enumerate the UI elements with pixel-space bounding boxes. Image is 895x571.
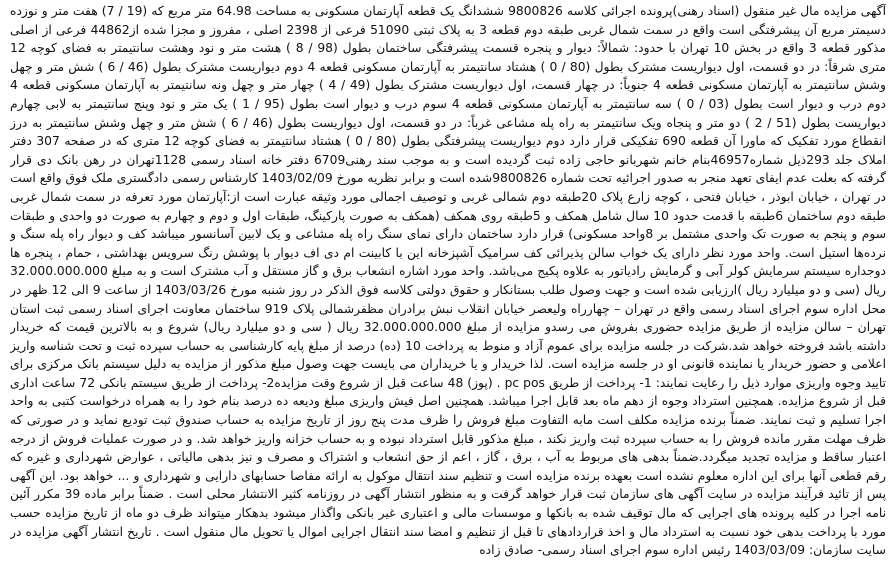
auction-notice-text: آگهی مزایده مال غیر منقول (اسناد رهنی)پرونده اجرائی کلاسه 9800826 ششدانگ یک قطعه آپارتمان مسکونی به مساحت 64.98 متر مربع که (19 / 7) هفت متر و نوزده دسیمتر مربع آن پیشرفتگی است واقع در سمت شمال غربی طبقه دوم قطعه 3 به پلاک ثبتی 51090 فرعی از 2398 اصلی ، مفروز و مجزا شده از44862 فرعی از اصلی مذکور قطعه 3 واقع در بخش 10 تهران با حدود: شمالاً: دیوار و پنجره قسمت پیشرفتگی ساختمان بطول (98 / 8 ) هشت متر و نود وهشت سانتیمتر به فضای کوچه 12 متری شرقاً: در دو قسمت، اول دیواریست مشترک بطول (80 / 0 ) هشتاد سانتیمتر به آپارتمان مسکونی قطعه 4 دوم دیواریست مشترک بطول (46 / 6 ) شش متر و چهل وشش سانتیمتر به آپارتمان مسکونی قطعه 4 جنوباً: در چهار قسمت، اول دیواریست مشترک بطول (49 / 4 ) چهار متر و چهل ونه سانتیمتر به آپارتمان مسکونی قطعه 4 دوم درب و دیوار است بطول (03 / 0 ) سه سانتیمتر به آپارتمان مسکونی قطعه 4 سوم درب و دیوار است بطول (95 / 1 ) یک متر و نود وپنج سانتیمتر به لابی چهارم دیواریست بطول (51 / 2 ) دو متر و پنجاه ویک سانتیمتر به راه پله مشاعی غرباً: در دو قسمت، اول دیواریست بطول (46 / 6 ) شش متر و چهل وشش سانتیمتر به درز انقطاع مورد تفکیک که ماورا آن قطعه 690 تفکیکی قرار دارد دوم دیواریست پیشرفتگی بطول (80 / 0 ) هشتاد سانتیمتر به فضای کوچه 12 متری که در صفحه 307 دفتر املاک جلد 293ذیل شماره46957بنام خانم شهربانو حاجی زاده ثبت گردیده است و به موجب سند رهنی6709 دفتر خانه اسناد رسمی 1128تهران در رهن بانک دی قرار گرفته که بعلت عدم ایفای تعهد منجر به صدور اجرائیه تحت شماره 9800826شده است و برابر نظریه مورخ 1403/02/09 کارشناس رسمی دادگستری ملک فوق واقع است در تهران ، خیابان ابوذر ، خیابان فتحی ، کوچه زارع پلاک 20طبقه دوم شمالی غربی و توصیف اجمالی مورد وثیقه عبارت است از:آپارتمان مورد تعرفه در سمت شمال غربی طبقه دوم ساختمان 6طبقه با قدمت حدود 10 سال شامل همکف و 5طبقه روی همکف (همکف به صورت پارکینگ، طبقات اول و دوم و چهارم به صورت دو واحدی و طبقات سوم و پنجم به صورت تک واحدی مشتمل بر 8واحد مسکونی) قرار دارد ساختمان دارای نمای سنگ راه پله مشاعی و یک لابین آسانسور میباشد کف و دیوار راه پله سنگ و نرده‌ها استیل است. واحد مورد نظر دارای یک خواب سالن پذیرائی کف سرامیک آشپزخانه این با کابینت ام دی اف دیوار با پوشش رنگ سرویس بهداشتی ، حمام ، پنجره ها دوجداره سیستم سرمایش کولر آبی و گرمایش رادیاتور به علاوه پکیج می‌باشد. واحد مورد اشاره انشعاب برق و گاز مستقل و آب مشترک است و به مبلغ 32.000.000.000 ریال (سی و دو میلیارد ریال )ارزیابی شده است و جهت وصول طلب بستانکار و حقوق دولتی کلاسه فوق الذکر در روز شنبه مورخ 1403/03/26 از ساعت 9 الی 12 ظهر در محل اداره سوم اجرای اسناد رسمی واقع در تهران – چهارراه ولیعصر خیابان انقلاب نبش برادران مظفرشمالی پلاک 919 ساختمان معاونت اجرای اسناد رسمی ثبت استان تهران – سالن مزایده از طریق مزایده حضوری بفروش می رسدو مزایده از مبلغ 32.000.000.000 ریال ( سی و دو میلیارد ریال) شروع و به بالاترین قیمت که خریدار داشته باشد فروخته خواهد شد.شرکت در جلسه مزایده برای عموم آزاد و منوط به پرداخت 10 (ده) درصد از مبلغ پایه کارشناسی به حساب سپرده ثبت و تحت شناسه واریز اعلامی و حضور خریدار یا نماینده قانونی او در جلسه مزایده است. لذا خریدار و یا خریداران می بایست جهت وصول مبلغ مذکور از مزایده به دلیل سیستم بانک مرکزی برای تایید وجوه واریزی موارد ذیل را رعایت نمایند: 1- پرداخت از طریق pc pos . (پوز) 48 ساعت قبل از شروع وقت مزایده2- پرداخت از طریق سیستم بانکی 72 ساعت اداری قبل از شروع مزایده. همچنین استرداد وجوه از دهم ماه بعد قابل اجرا میباشد. همچنین اصل فیش واریزی مبلغ ودیعه ده درصد بنام خود را به همراه درخواست کتبی به واحد اجرا تسلیم و ثبت نمایند. ضمناً برنده مزایده مکلف است مابه التفاوت مبلغ فروش را ظرف مدت پنج روز از تاریخ مزایده به حساب صندوق ثبت تودیع نماید و در صورتی که ظرف مهلت مقرر مانده فروش را به حساب سپرده ثبت واریز نکند ، مبلغ مذکور قابل استرداد نبوده و به حساب خزانه واریز خواهد شد. و در صورت عملیات فروش از درجه اعتبار ساقط و مزایده تجدید میگردد.ضمناً بدهی های مربوط به آب ، برق ، گاز ، اعم از حق انشعاب و اشتراک و مصرف و نیز بدهی مالیاتی ، عوارض شهرداری و غیره که رقم قطعی آنها برای این اداره معلوم نشده است بعهده برنده مزایده است و تنظیم سند انتقال موکول به ارائه مفاصا حسابهای دارایی و شهرداری و ... خواهد بود. این آگهی پس از تائید فرآیند مزایده در سایت آگهی های سازمان ثبت قرار خواهد گرفت و به منظور انتشار آگهی در روزنامه کثیر الانتشار محلی است . ضمناً برابر ماده 39 مکرر آئین نامه اجرا در کلیه پرونده های اجرایی که مال توقیف شده به بانکها و موسسات مالی و اعتباری غیر بانکی واگذار میشود بدهکار میتواند ظرف دو ماه از تاریخ مزایده حسب مورد با پرداخت بدهی خود نسبت به استرداد مال و اخذ قراردادهای تا قبل از تنظیم و امضا سند انتقال اجرایی اموال یا تحویل مال منقول است . تاریخ انتشار آگهی مزایده در سایت سازمان: 1403/03/09 رئیس اداره سوم اجرای اسناد رسمی- صادق زاده xyxy=(10,4,886,558)
auction-notice xyxy=(10,2,886,568)
